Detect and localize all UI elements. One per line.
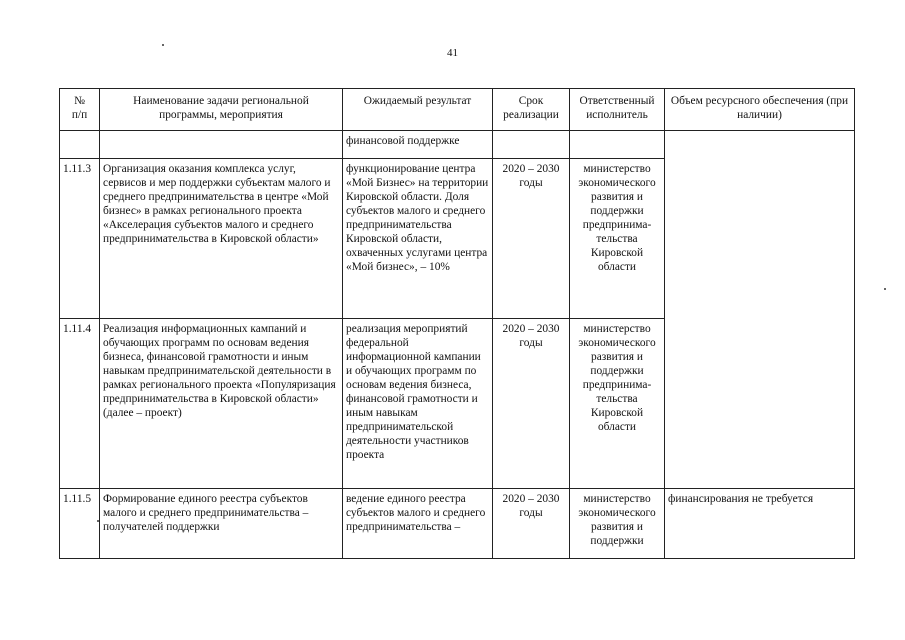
- row-result: реализация мероприятий федеральной информационной кампании и обучающих программ по основам ведения бизнеса, финансовой грамотности и иным навыкам предпринимательской деятельности участников проекта: [343, 319, 493, 489]
- row-result: функционирование центра «Мой Бизнес» на территории Кировской области. Доля субъектов малого и среднего предпринимательства Кировской области, охваченных услугами центра «Мой бизнес», – 10%: [343, 159, 493, 319]
- page-number: 41: [447, 47, 458, 59]
- header-row: [60, 89, 855, 131]
- scan-speck: [97, 520, 99, 522]
- row-executor: министерство экономического развития и поддержки предпринима-тельства Кировской области: [570, 159, 665, 319]
- continuation-row: [60, 131, 855, 159]
- row-num: 1.11.4: [60, 319, 100, 489]
- continuation-num: [60, 131, 100, 159]
- table-row: [60, 489, 855, 559]
- program-table: [59, 88, 855, 559]
- row-num: 1.11.3: [60, 159, 100, 319]
- row-num: 1.11.5: [60, 489, 100, 559]
- row-task: Реализация информационных кампаний и обучающих программ по основам ведения бизнеса, финансовой грамотности и иным навыкам предпринимательской деятельности в рамках регионального проекта «Популяризация предпринимательства в Кировской области» (далее – проект): [100, 319, 343, 489]
- header-resources: Объем ресурсного обеспечения (при наличии): [665, 89, 855, 131]
- row-task: Организация оказания комплекса услуг, сервисов и мер поддержки субъектам малого и среднего предпринимательства в центре «Мой бизнес» в рамках регионального проекта «Акселерация субъектов малого и среднего предпринимательства в Кировской области»: [100, 159, 343, 319]
- scan-speck: [162, 44, 164, 46]
- row-term: 2020 – 2030 годы: [493, 319, 570, 489]
- header-executor: Ответственный исполнитель: [570, 89, 665, 131]
- continuation-result: финансовой поддержке: [343, 131, 493, 159]
- row-resources: финансирования не требуется: [665, 489, 855, 559]
- row-term: 2020 – 2030 годы: [493, 159, 570, 319]
- continuation-task: [100, 131, 343, 159]
- header-num: № п/п: [60, 89, 100, 131]
- header-result: Ожидаемый результат: [343, 89, 493, 131]
- scan-speck: [884, 288, 886, 290]
- continuation-term: [493, 131, 570, 159]
- row-result: ведение единого реестра субъектов малого и среднего предпринимательства –: [343, 489, 493, 559]
- header-term: Срок реализации: [493, 89, 570, 131]
- header-task: Наименование задачи региональной программы, мероприятия: [100, 89, 343, 131]
- resources-merged-cell: [665, 131, 855, 489]
- continuation-executor: [570, 131, 665, 159]
- row-executor: министерство экономического развития и поддержки: [570, 489, 665, 559]
- row-term: 2020 – 2030 годы: [493, 489, 570, 559]
- row-task: Формирование единого реестра субъектов малого и среднего предпринимательства – получателей поддержки: [100, 489, 343, 559]
- row-executor: министерство экономического развития и поддержки предпринима-тельства Кировской области: [570, 319, 665, 489]
